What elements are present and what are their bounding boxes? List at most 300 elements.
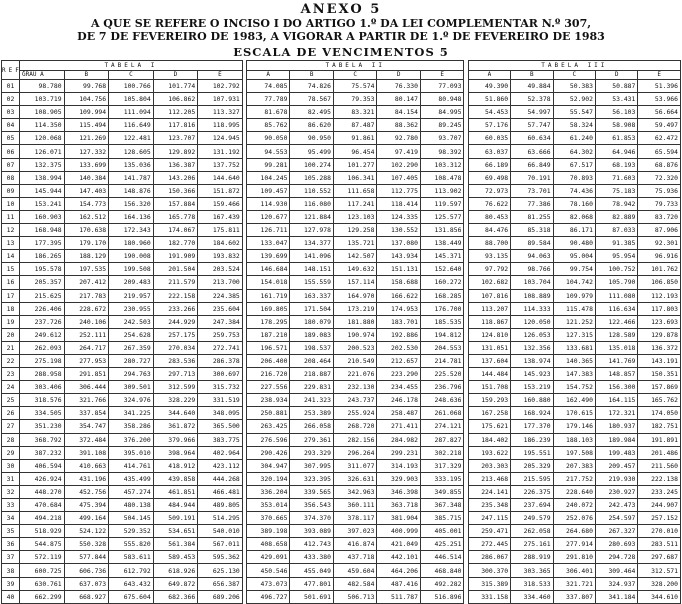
value-cell: 161.719 bbox=[247, 289, 290, 302]
value-cell: 169.805 bbox=[247, 302, 290, 315]
value-cell: 117.816 bbox=[153, 119, 198, 132]
value-cell: 179.170 bbox=[64, 237, 109, 250]
value-cell: 426.924 bbox=[20, 472, 65, 485]
table-row bbox=[2, 119, 681, 132]
value-cell: 114.333 bbox=[511, 302, 553, 315]
value-cell: 75.936 bbox=[638, 184, 681, 197]
value-cell: 116.080 bbox=[290, 197, 333, 210]
ref-cell: 38 bbox=[2, 564, 20, 577]
table-row bbox=[2, 197, 681, 210]
value-cell: 452.756 bbox=[64, 485, 109, 498]
value-cell: 133.047 bbox=[247, 237, 290, 250]
value-cell: 106.850 bbox=[638, 276, 681, 289]
value-cell: 76.622 bbox=[468, 197, 510, 210]
value-cell: 75.574 bbox=[333, 80, 376, 93]
value-cell: 378.117 bbox=[333, 512, 376, 525]
ref-cell: 34 bbox=[2, 512, 20, 525]
value-cell: 118.995 bbox=[198, 119, 243, 132]
value-cell: 266.058 bbox=[290, 420, 333, 433]
value-cell: 583.611 bbox=[109, 551, 154, 564]
value-cell: 398.964 bbox=[153, 446, 198, 459]
value-cell: 662.299 bbox=[20, 590, 65, 603]
value-cell: 286.378 bbox=[198, 354, 243, 367]
value-cell: 126.711 bbox=[247, 224, 290, 237]
value-cell: 215.595 bbox=[511, 472, 553, 485]
column-header: A bbox=[468, 71, 510, 80]
value-cell: 205.329 bbox=[511, 459, 553, 472]
value-cell: 125.577 bbox=[420, 210, 464, 223]
value-cell: 167.439 bbox=[198, 210, 243, 223]
value-cell: 274.121 bbox=[420, 420, 464, 433]
value-cell: 77.789 bbox=[247, 93, 290, 106]
value-cell: 123.707 bbox=[153, 132, 198, 145]
value-cell: 381.904 bbox=[377, 512, 420, 525]
value-cell: 78.567 bbox=[290, 93, 333, 106]
value-cell: 134.377 bbox=[290, 237, 333, 250]
value-cell: 111.080 bbox=[595, 289, 637, 302]
value-cell: 303.365 bbox=[511, 564, 553, 577]
value-cell: 612.792 bbox=[109, 564, 154, 577]
table-row bbox=[2, 368, 681, 381]
ref-cell: 40 bbox=[2, 590, 20, 603]
value-cell: 318.576 bbox=[20, 394, 65, 407]
value-cell: 442.101 bbox=[377, 551, 420, 564]
value-cell: 235.348 bbox=[468, 499, 510, 512]
value-cell: 109.979 bbox=[553, 289, 595, 302]
table-row bbox=[2, 171, 681, 184]
value-cell: 64.302 bbox=[553, 145, 595, 158]
value-cell: 304.947 bbox=[247, 459, 290, 472]
value-cell: 389.198 bbox=[247, 525, 290, 538]
value-cell: 418.912 bbox=[153, 459, 198, 472]
value-cell: 82.068 bbox=[553, 210, 595, 223]
value-cell: 625.130 bbox=[198, 564, 243, 577]
value-cell: 272.741 bbox=[198, 341, 243, 354]
value-cell: 302.218 bbox=[420, 446, 464, 459]
value-cell: 96.916 bbox=[638, 250, 681, 263]
value-cell: 53.431 bbox=[595, 93, 637, 106]
table-row bbox=[2, 525, 681, 538]
value-cell: 107.931 bbox=[198, 93, 243, 106]
value-cell: 118.414 bbox=[377, 197, 420, 210]
value-cell: 501.691 bbox=[290, 590, 333, 603]
column-header: A bbox=[247, 71, 290, 80]
value-cell: 103.704 bbox=[511, 276, 553, 289]
value-cell: 102.682 bbox=[468, 276, 510, 289]
value-cell: 446.514 bbox=[420, 551, 464, 564]
value-cell: 116.649 bbox=[109, 119, 154, 132]
value-cell: 241.323 bbox=[290, 394, 333, 407]
value-cell: 280.727 bbox=[109, 354, 154, 367]
value-cell: 365.500 bbox=[198, 420, 243, 433]
value-cell: 148.151 bbox=[290, 263, 333, 276]
value-cell: 324.937 bbox=[595, 577, 637, 590]
value-cell: 414.761 bbox=[109, 459, 154, 472]
table-row bbox=[2, 302, 681, 315]
ref-cell: 35 bbox=[2, 525, 20, 538]
value-cell: 191.909 bbox=[153, 250, 198, 263]
value-cell: 429.091 bbox=[247, 551, 290, 564]
value-cell: 114.930 bbox=[247, 197, 290, 210]
value-cell: 201.486 bbox=[638, 446, 681, 459]
value-cell: 137.604 bbox=[468, 354, 510, 367]
value-cell: 323.395 bbox=[290, 472, 333, 485]
value-cell: 52.902 bbox=[553, 93, 595, 106]
value-cell: 160.903 bbox=[20, 210, 65, 223]
value-cell: 92.301 bbox=[638, 237, 681, 250]
value-cell: 120.050 bbox=[511, 315, 553, 328]
value-cell: 283.536 bbox=[153, 354, 198, 367]
value-cell: 457.274 bbox=[109, 485, 154, 498]
value-cell: 337.807 bbox=[553, 590, 595, 603]
value-cell: 91.385 bbox=[595, 237, 637, 250]
table-row bbox=[2, 499, 681, 512]
value-cell: 263.425 bbox=[247, 420, 290, 433]
value-cell: 237.726 bbox=[20, 315, 65, 328]
value-cell: 80.453 bbox=[468, 210, 510, 223]
value-cell: 567.011 bbox=[198, 538, 243, 551]
ref-cell: 18 bbox=[2, 302, 20, 315]
value-cell: 225.520 bbox=[420, 368, 464, 381]
value-cell: 103.312 bbox=[420, 158, 464, 171]
value-cell: 279.361 bbox=[290, 433, 333, 446]
value-cell: 196.571 bbox=[247, 341, 290, 354]
value-cell: 112.775 bbox=[377, 184, 420, 197]
title-line-2: DE 7 DE FEVEREIRO DE 1983, A VIGORAR A PARTIR DE 1.º DE FEVEREIRO DE 1983 bbox=[77, 30, 605, 43]
table-3-header: TABELA III bbox=[468, 61, 680, 71]
value-cell: 97.792 bbox=[468, 263, 510, 276]
value-cell: 240.072 bbox=[553, 499, 595, 512]
table-row bbox=[2, 472, 681, 485]
value-cell: 79.353 bbox=[333, 93, 376, 106]
value-cell: 164.115 bbox=[595, 394, 637, 407]
value-cell: 341.225 bbox=[109, 407, 154, 420]
value-cell: 80.948 bbox=[420, 93, 464, 106]
value-cell: 309.464 bbox=[595, 564, 637, 577]
value-cell: 206.400 bbox=[247, 354, 290, 367]
value-cell: 81.678 bbox=[247, 106, 290, 119]
value-cell: 120.677 bbox=[247, 210, 290, 223]
value-cell: 105.790 bbox=[595, 276, 637, 289]
value-cell: 257.152 bbox=[638, 512, 681, 525]
value-cell: 147.403 bbox=[64, 184, 109, 197]
value-cell: 147.383 bbox=[553, 368, 595, 381]
value-cell: 165.778 bbox=[153, 210, 198, 223]
ref-cell: 15 bbox=[2, 263, 20, 276]
column-header: E bbox=[638, 71, 681, 80]
ref-cell: 12 bbox=[2, 224, 20, 237]
table-row bbox=[2, 237, 681, 250]
value-cell: 100.752 bbox=[595, 263, 637, 276]
value-cell: 190.974 bbox=[333, 328, 376, 341]
value-cell: 136.372 bbox=[638, 341, 681, 354]
ref-cell: 10 bbox=[2, 197, 20, 210]
value-cell: 100.274 bbox=[290, 158, 333, 171]
value-cell: 124.810 bbox=[468, 328, 510, 341]
value-cell: 277.914 bbox=[553, 538, 595, 551]
value-cell: 98.780 bbox=[20, 80, 65, 93]
value-cell: 487.416 bbox=[377, 577, 420, 590]
value-cell: 198.537 bbox=[290, 341, 333, 354]
ref-cell: 33 bbox=[2, 499, 20, 512]
value-cell: 410.663 bbox=[64, 459, 109, 472]
value-cell: 102.792 bbox=[198, 80, 243, 93]
value-cell: 228.672 bbox=[64, 302, 109, 315]
value-cell: 309.501 bbox=[109, 381, 154, 394]
value-cell: 204.553 bbox=[420, 341, 464, 354]
value-cell: 150.351 bbox=[638, 368, 681, 381]
value-cell: 106.862 bbox=[153, 93, 198, 106]
table-1-header: TABELA I bbox=[20, 61, 243, 71]
value-cell: 174.050 bbox=[638, 407, 681, 420]
value-cell: 166.622 bbox=[377, 289, 420, 302]
table-row bbox=[2, 551, 681, 564]
scale-title: ESCALA DE VENCIMENTOS 5 bbox=[233, 45, 449, 59]
table-body bbox=[2, 80, 681, 604]
value-cell: 252.111 bbox=[64, 328, 109, 341]
value-cell: 203.303 bbox=[468, 459, 510, 472]
value-cell: 74.826 bbox=[290, 80, 333, 93]
ref-cell: 19 bbox=[2, 315, 20, 328]
value-cell: 124.945 bbox=[198, 132, 243, 145]
value-cell: 448.270 bbox=[20, 485, 65, 498]
value-cell: 159.466 bbox=[198, 197, 243, 210]
value-cell: 94.063 bbox=[511, 250, 553, 263]
value-cell: 218.887 bbox=[290, 368, 333, 381]
value-cell: 247.115 bbox=[468, 512, 510, 525]
value-cell: 249.612 bbox=[20, 328, 65, 341]
value-cell: 137.752 bbox=[198, 158, 243, 171]
value-cell: 201.504 bbox=[153, 263, 198, 276]
value-cell: 78.942 bbox=[595, 197, 637, 210]
value-cell: 60.634 bbox=[511, 132, 553, 145]
value-cell: 189.984 bbox=[595, 433, 637, 446]
value-cell: 138.994 bbox=[20, 171, 65, 184]
value-cell: 230.927 bbox=[595, 485, 637, 498]
value-cell: 199.483 bbox=[595, 446, 637, 459]
table-row bbox=[2, 210, 681, 223]
value-cell: 72.973 bbox=[468, 184, 510, 197]
value-cell: 444.268 bbox=[198, 472, 243, 485]
value-cell: 113.902 bbox=[420, 184, 464, 197]
value-cell: 437.718 bbox=[333, 551, 376, 564]
value-cell: 115.494 bbox=[64, 119, 109, 132]
value-cell: 372.484 bbox=[64, 433, 109, 446]
value-cell: 589.453 bbox=[153, 551, 198, 564]
value-cell: 207.383 bbox=[553, 459, 595, 472]
value-cell: 433.380 bbox=[290, 551, 333, 564]
value-cell: 387.232 bbox=[20, 446, 65, 459]
value-cell: 253.389 bbox=[290, 407, 333, 420]
ref-cell: 05 bbox=[2, 132, 20, 145]
value-cell: 128.589 bbox=[595, 328, 637, 341]
value-cell: 248.636 bbox=[420, 394, 464, 407]
value-cell: 67.517 bbox=[553, 158, 595, 171]
table-row bbox=[2, 512, 681, 525]
value-cell: 98.392 bbox=[420, 145, 464, 158]
value-cell: 113.327 bbox=[198, 106, 243, 119]
value-cell: 130.552 bbox=[377, 224, 420, 237]
value-cell: 88.700 bbox=[468, 237, 510, 250]
value-cell: 81.255 bbox=[511, 210, 553, 223]
value-cell: 54.997 bbox=[511, 106, 553, 119]
value-cell: 181.880 bbox=[333, 315, 376, 328]
value-cell: 154.018 bbox=[247, 276, 290, 289]
value-cell: 334.505 bbox=[20, 407, 65, 420]
value-cell: 224.141 bbox=[468, 485, 510, 498]
value-cell: 643.432 bbox=[109, 577, 154, 590]
value-cell: 268.720 bbox=[333, 420, 376, 433]
ref-cell: 20 bbox=[2, 328, 20, 341]
value-cell: 86.620 bbox=[290, 119, 333, 132]
value-cell: 222.158 bbox=[153, 289, 198, 302]
table-row bbox=[2, 407, 681, 420]
value-cell: 63.666 bbox=[511, 145, 553, 158]
value-cell: 55.547 bbox=[553, 106, 595, 119]
value-cell: 326.631 bbox=[333, 472, 376, 485]
value-cell: 328.200 bbox=[638, 577, 681, 590]
value-cell: 232.130 bbox=[333, 381, 376, 394]
value-cell: 151.708 bbox=[468, 381, 510, 394]
value-cell: 315.389 bbox=[468, 577, 510, 590]
value-cell: 606.736 bbox=[64, 564, 109, 577]
value-cell: 192.886 bbox=[377, 328, 420, 341]
value-cell: 202.530 bbox=[377, 341, 420, 354]
value-cell: 246.178 bbox=[377, 394, 420, 407]
value-cell: 267.327 bbox=[595, 525, 637, 538]
value-cell: 103.719 bbox=[20, 93, 65, 106]
value-cell: 106.341 bbox=[333, 171, 376, 184]
value-cell: 50.383 bbox=[553, 80, 595, 93]
value-cell: 53.966 bbox=[638, 93, 681, 106]
table-row bbox=[2, 394, 681, 407]
value-cell: 174.953 bbox=[377, 302, 420, 315]
value-cell: 83.321 bbox=[333, 106, 376, 119]
value-cell: 68.876 bbox=[638, 158, 681, 171]
table-row bbox=[2, 250, 681, 263]
value-cell: 51.396 bbox=[638, 80, 681, 93]
value-cell: 89.245 bbox=[420, 119, 464, 132]
ref-cell: 28 bbox=[2, 433, 20, 446]
value-cell: 57.747 bbox=[511, 119, 553, 132]
value-cell: 360.111 bbox=[333, 499, 376, 512]
title-line-1: A QUE SE REFERE O INCISO I DO ARTIGO 1.º DA LEI COMPLEMENTAR N.º 307, bbox=[90, 17, 592, 30]
value-cell: 175.621 bbox=[468, 420, 510, 433]
value-cell: 75.183 bbox=[595, 184, 637, 197]
value-cell: 66.849 bbox=[511, 158, 553, 171]
table-row bbox=[2, 184, 681, 197]
value-cell: 135.036 bbox=[109, 158, 154, 171]
value-cell: 180.960 bbox=[109, 237, 154, 250]
value-cell: 315.732 bbox=[198, 381, 243, 394]
value-cell: 145.923 bbox=[511, 368, 553, 381]
value-cell: 470.684 bbox=[20, 499, 65, 512]
value-cell: 167.258 bbox=[468, 407, 510, 420]
value-cell: 121.269 bbox=[64, 132, 109, 145]
ref-cell: 30 bbox=[2, 459, 20, 472]
value-cell: 99.768 bbox=[64, 80, 109, 93]
value-cell: 194.812 bbox=[420, 328, 464, 341]
value-cell: 346.398 bbox=[377, 485, 420, 498]
table-row bbox=[2, 341, 681, 354]
value-cell: 238.934 bbox=[247, 394, 290, 407]
value-cell: 312.599 bbox=[153, 381, 198, 394]
value-cell: 144.484 bbox=[468, 368, 510, 381]
value-cell: 275.161 bbox=[511, 538, 553, 551]
ref-cell: 14 bbox=[2, 250, 20, 263]
column-header: C bbox=[109, 71, 154, 80]
table-row bbox=[2, 538, 681, 551]
value-cell: 331.158 bbox=[468, 590, 510, 603]
value-cell: 89.584 bbox=[511, 237, 553, 250]
value-cell: 58.908 bbox=[595, 119, 637, 132]
value-cell: 172.321 bbox=[595, 407, 637, 420]
value-cell: 51.860 bbox=[468, 93, 510, 106]
value-cell: 164.136 bbox=[109, 210, 154, 223]
value-cell: 555.820 bbox=[109, 538, 154, 551]
ref-cell: 36 bbox=[2, 538, 20, 551]
table-row bbox=[2, 381, 681, 394]
value-cell: 351.230 bbox=[20, 420, 65, 433]
value-cell: 306.444 bbox=[64, 381, 109, 394]
table-row bbox=[2, 263, 681, 276]
value-cell: 219.957 bbox=[109, 289, 154, 302]
value-cell: 561.384 bbox=[153, 538, 198, 551]
value-cell: 93.135 bbox=[468, 250, 510, 263]
value-cell: 122.481 bbox=[109, 132, 154, 145]
value-cell: 435.499 bbox=[109, 472, 154, 485]
value-cell: 210.549 bbox=[333, 354, 376, 367]
value-cell: 141.096 bbox=[290, 250, 333, 263]
ref-cell: 23 bbox=[2, 368, 20, 381]
value-cell: 524.122 bbox=[64, 525, 109, 538]
value-cell: 110.552 bbox=[290, 184, 333, 197]
value-cell: 115.478 bbox=[553, 302, 595, 315]
value-cell: 272.445 bbox=[468, 538, 510, 551]
value-cell: 179.146 bbox=[553, 420, 595, 433]
value-cell: 385.715 bbox=[420, 512, 464, 525]
value-cell: 178.295 bbox=[247, 315, 290, 328]
value-cell: 160.880 bbox=[511, 394, 553, 407]
value-cell: 64.946 bbox=[595, 145, 637, 158]
value-cell: 312.571 bbox=[638, 564, 681, 577]
table-row bbox=[2, 93, 681, 106]
value-cell: 99.281 bbox=[247, 158, 290, 171]
value-cell: 259.471 bbox=[468, 525, 510, 538]
value-cell: 331.519 bbox=[198, 394, 243, 407]
value-cell: 356.543 bbox=[290, 499, 333, 512]
value-cell: 105.288 bbox=[290, 171, 333, 184]
value-cell: 159.293 bbox=[468, 394, 510, 407]
value-cell: 168.948 bbox=[20, 224, 65, 237]
value-cell: 111.094 bbox=[109, 106, 154, 119]
value-cell: 199.508 bbox=[109, 263, 154, 276]
value-cell: 172.343 bbox=[109, 224, 154, 237]
value-cell: 95.499 bbox=[290, 145, 333, 158]
value-cell: 496.727 bbox=[247, 590, 290, 603]
value-cell: 80.147 bbox=[377, 93, 420, 106]
table-row bbox=[2, 485, 681, 498]
value-cell: 132.356 bbox=[511, 341, 553, 354]
value-cell: 127.315 bbox=[553, 328, 595, 341]
value-cell: 282.156 bbox=[333, 433, 376, 446]
value-cell: 174.067 bbox=[153, 224, 198, 237]
value-cell: 618.926 bbox=[153, 564, 198, 577]
value-cell: 121.884 bbox=[290, 210, 333, 223]
value-cell: 139.699 bbox=[247, 250, 290, 263]
value-cell: 244.907 bbox=[638, 499, 681, 512]
value-cell: 504.145 bbox=[109, 512, 154, 525]
